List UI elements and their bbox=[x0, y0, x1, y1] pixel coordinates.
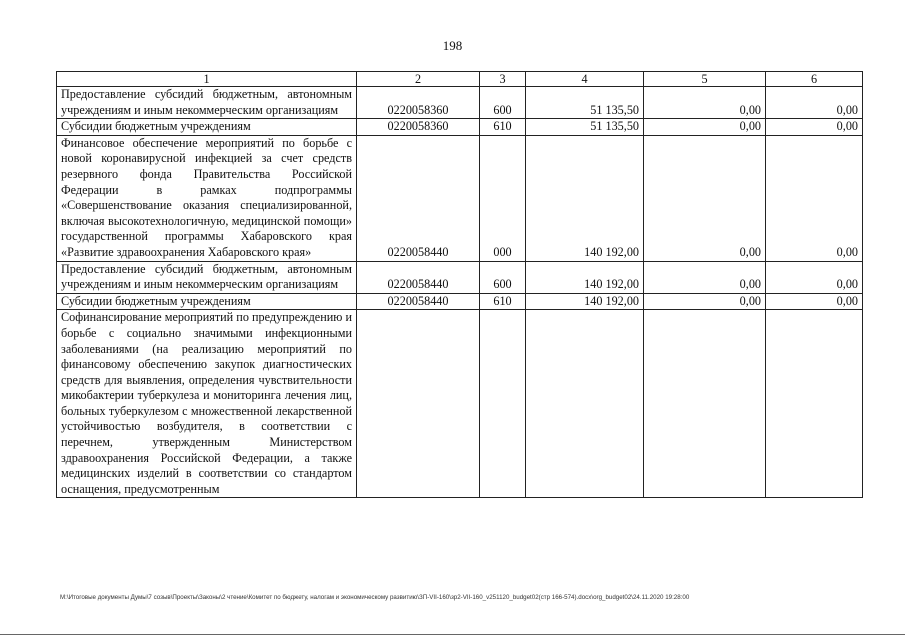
row-amount: 140 192,00 bbox=[526, 135, 644, 261]
column-header: 5 bbox=[644, 72, 766, 87]
row-code: 0220058440 bbox=[357, 261, 480, 293]
row-amount: 51 135,50 bbox=[526, 87, 644, 119]
row-col6: 0,00 bbox=[766, 261, 863, 293]
row-amount: 140 192,00 bbox=[526, 261, 644, 293]
row-type: 600 bbox=[480, 261, 526, 293]
table-row bbox=[57, 135, 863, 261]
column-header: 3 bbox=[480, 72, 526, 87]
table-row bbox=[57, 293, 863, 310]
column-header: 4 bbox=[526, 72, 644, 87]
row-name: Предоставление субсидий бюджетным, автономным учреждениям и иным некоммерческим организациям bbox=[57, 87, 357, 119]
row-col6: 0,00 bbox=[766, 293, 863, 310]
row-col6: 0,00 bbox=[766, 119, 863, 136]
table-row bbox=[57, 119, 863, 136]
row-col6: 0,00 bbox=[766, 87, 863, 119]
row-name: Софинансирование мероприятий по предупреждению и борьбе с социально значимыми инфекционными заболеваниями (на реализацию мероприятий по финансовому обеспечению закупок диагностических средств для выявления, определения чувствительности микобактерии туберкулеза и мониторинга лечения лиц, больных туберкулезом с множественной лекарственной устойчивостью возбудителя, в соответствии с перечнем, утвержденным Министерством здравоохранения Российской Федерации, а также медицинских изделий в соответствии со стандартом оснащения, предусмотренным bbox=[57, 310, 357, 498]
row-amount bbox=[526, 310, 644, 498]
table-row bbox=[57, 310, 863, 498]
table-row bbox=[57, 261, 863, 293]
column-header: 1 bbox=[57, 72, 357, 87]
row-col5: 0,00 bbox=[644, 119, 766, 136]
row-code bbox=[357, 310, 480, 498]
row-code: 0220058360 bbox=[357, 119, 480, 136]
row-col5: 0,00 bbox=[644, 135, 766, 261]
row-col6 bbox=[766, 310, 863, 498]
row-name: Финансовое обеспечение мероприятий по борьбе с новой коронавирусной инфекцией за счет средств резервного фонда Правительства Российской Федерации в рамках подпрограммы «Совершенствование оказания специализированной, включая высокотехнологичную, медицинской помощи» государственной программы Хабаровского края «Развитие здравоохранения Хабаровского края» bbox=[57, 135, 357, 261]
row-type: 610 bbox=[480, 119, 526, 136]
row-type: 610 bbox=[480, 293, 526, 310]
table-row bbox=[57, 87, 863, 119]
row-type: 600 bbox=[480, 87, 526, 119]
row-name: Субсидии бюджетным учреждениям bbox=[57, 119, 357, 136]
row-amount: 51 135,50 bbox=[526, 119, 644, 136]
budget-table bbox=[56, 71, 863, 498]
row-type bbox=[480, 310, 526, 498]
file-path-footer: M:\Итоговые документы Думы\7 созыв\Проекты\Законы\2 чтение\Комитет по бюджету, налогам и экономическому развитию\ЗП-VII-160\зр2-VII-160_v251120_budget02(стр 166-574).docx\org_budget02\24.11.2020 19:28:00 bbox=[60, 594, 690, 601]
row-amount: 140 192,00 bbox=[526, 293, 644, 310]
row-col6: 0,00 bbox=[766, 135, 863, 261]
row-col5: 0,00 bbox=[644, 261, 766, 293]
row-code: 0220058440 bbox=[357, 293, 480, 310]
row-col5: 0,00 bbox=[644, 293, 766, 310]
row-code: 0220058360 bbox=[357, 87, 480, 119]
row-code: 0220058440 bbox=[357, 135, 480, 261]
row-name: Субсидии бюджетным учреждениям bbox=[57, 293, 357, 310]
column-header: 2 bbox=[357, 72, 480, 87]
row-name: Предоставление субсидий бюджетным, автономным учреждениям и иным некоммерческим организациям bbox=[57, 261, 357, 293]
bottom-divider bbox=[0, 634, 905, 635]
table-header-row bbox=[57, 72, 863, 87]
column-header: 6 bbox=[766, 72, 863, 87]
row-col5 bbox=[644, 310, 766, 498]
row-type: 000 bbox=[480, 135, 526, 261]
page-number: 198 bbox=[442, 38, 463, 53]
row-col5: 0,00 bbox=[644, 87, 766, 119]
